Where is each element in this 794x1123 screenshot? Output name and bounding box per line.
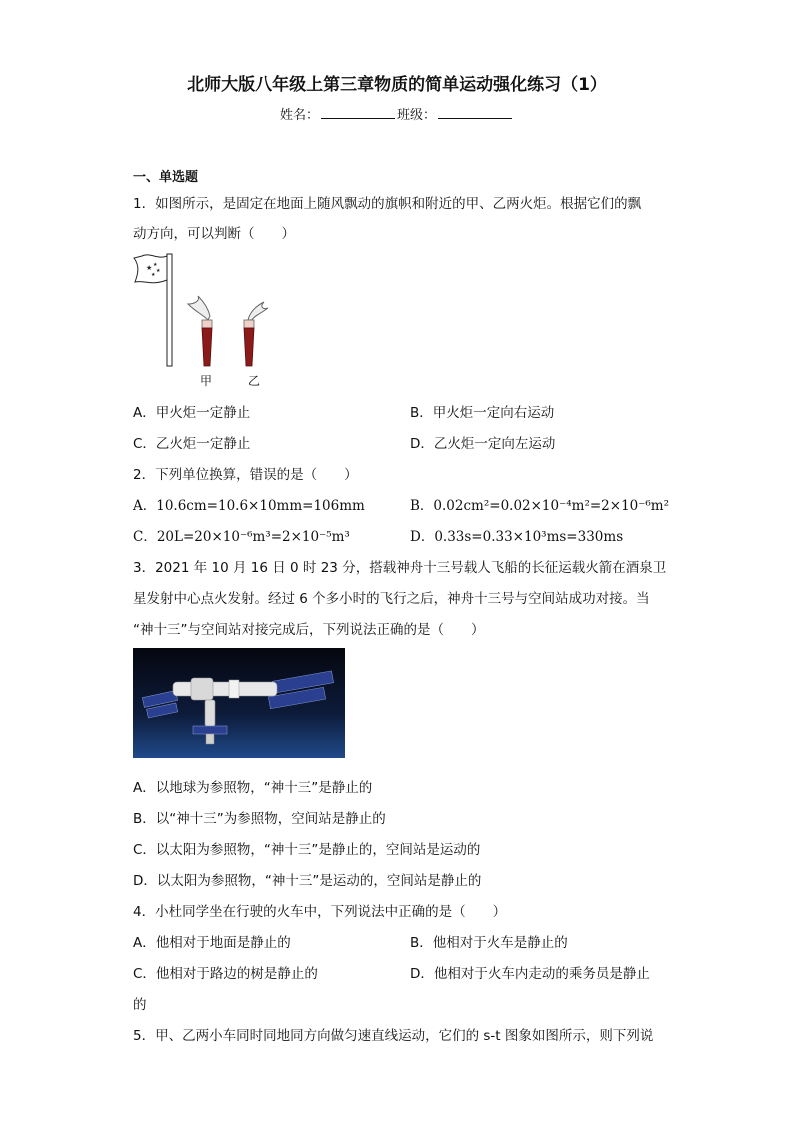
q2-option-a[interactable]: A．10.6cm=10.6×10mm=106mm xyxy=(133,498,365,514)
torch-jia-icon xyxy=(202,328,212,366)
flag-torch-figure xyxy=(130,252,280,392)
q5-stem-line1: 5．甲、乙两小车同时同地同方向做匀速直线运动，它们的 s-t 图象如图所示，则下列说 xyxy=(133,1028,654,1044)
q2-option-c[interactable]: C．20L=20×10⁻⁶m³=2×10⁻⁵m³ xyxy=(133,529,350,545)
q1-stem-line2: 动方向，可以判断（ ） xyxy=(133,226,295,242)
svg-text:★: ★ xyxy=(153,262,158,268)
space-station-image xyxy=(133,648,345,758)
q3-stem-line3: “神十三”与空间站对接完成后，下列说法正确的是（ ） xyxy=(133,622,485,638)
q1-option-b[interactable]: B．甲火炬一定向右运动 xyxy=(410,405,555,421)
svg-text:★: ★ xyxy=(146,264,153,272)
q4-stem: 4．小杜同学坐在行驶的火车中，下列说法中正确的是（ ） xyxy=(133,904,507,920)
q3-option-b[interactable]: B．以“神十三”为参照物，空间站是静止的 xyxy=(133,811,386,827)
q1-option-d[interactable]: D．乙火炬一定向左运动 xyxy=(410,436,556,452)
name-blank[interactable] xyxy=(321,106,395,119)
label-yi: 乙 xyxy=(248,374,261,388)
q2-option-d[interactable]: D．0.33s=0.33×10³ms=330ms xyxy=(410,529,624,545)
q3-option-a[interactable]: A．以地球为参照物，“神十三”是静止的 xyxy=(133,780,373,796)
q4-option-d-continued: 的 xyxy=(133,997,147,1013)
q3-stem-line1: 3．2021 年 10 月 16 日 0 时 23 分，搭载神舟十三号载人飞船的长征运载火箭在酒泉卫 xyxy=(133,560,667,576)
q3-stem-line2: 星发射中心点火发射。经过 6 个多小时的飞行之后，神舟十三号与空间站成功对接。当 xyxy=(133,591,650,607)
shenzhou-spacecraft xyxy=(205,700,215,726)
class-label: 班级： xyxy=(397,108,437,123)
q2-stem: 2．下列单位换算，错误的是（ ） xyxy=(133,467,358,483)
student-info-line xyxy=(0,104,794,123)
svg-text:★: ★ xyxy=(151,272,156,278)
q1-option-c[interactable]: C．乙火炬一定静止 xyxy=(133,436,251,452)
q3-option-d[interactable]: D．以太阳为参照物，“神十三”是运动的，空间站是静止的 xyxy=(133,873,482,889)
q4-option-d[interactable]: D．他相对于火车内走动的乘务员是静止 xyxy=(410,966,650,982)
page-title: 北师大版八年级上第三章物质的简单运动强化练习（1） xyxy=(187,75,607,95)
svg-text:★: ★ xyxy=(156,268,161,274)
station-core-module xyxy=(173,682,277,696)
class-blank[interactable] xyxy=(438,106,512,119)
torch-jia-flame-icon xyxy=(188,296,210,320)
q2-option-b[interactable]: B．0.02cm²=0.02×10⁻⁴m²=2×10⁻⁶m² xyxy=(410,498,670,514)
q3-option-c[interactable]: C．以太阳为参照物，“神十三”是静止的，空间站是运动的 xyxy=(133,842,481,858)
q1-option-a[interactable]: A．甲火炬一定静止 xyxy=(133,405,251,421)
q4-option-a[interactable]: A．他相对于地面是静止的 xyxy=(133,935,291,951)
q4-option-b[interactable]: B．他相对于火车是静止的 xyxy=(410,935,568,951)
flag-pole xyxy=(167,254,172,366)
torch-yi-icon xyxy=(244,328,254,366)
label-jia: 甲 xyxy=(200,374,213,388)
q4-option-c[interactable]: C．他相对于路边的树是静止的 xyxy=(133,966,318,982)
name-label: 姓名： xyxy=(279,108,319,123)
section-heading: 一、单选题 xyxy=(133,170,199,185)
q1-stem-line1: 1．如图所示，是固定在地面上随风飘动的旗帜和附近的甲、乙两火炬。根据它们的飘 xyxy=(133,196,642,212)
torch-yi-flame-icon xyxy=(248,302,268,320)
